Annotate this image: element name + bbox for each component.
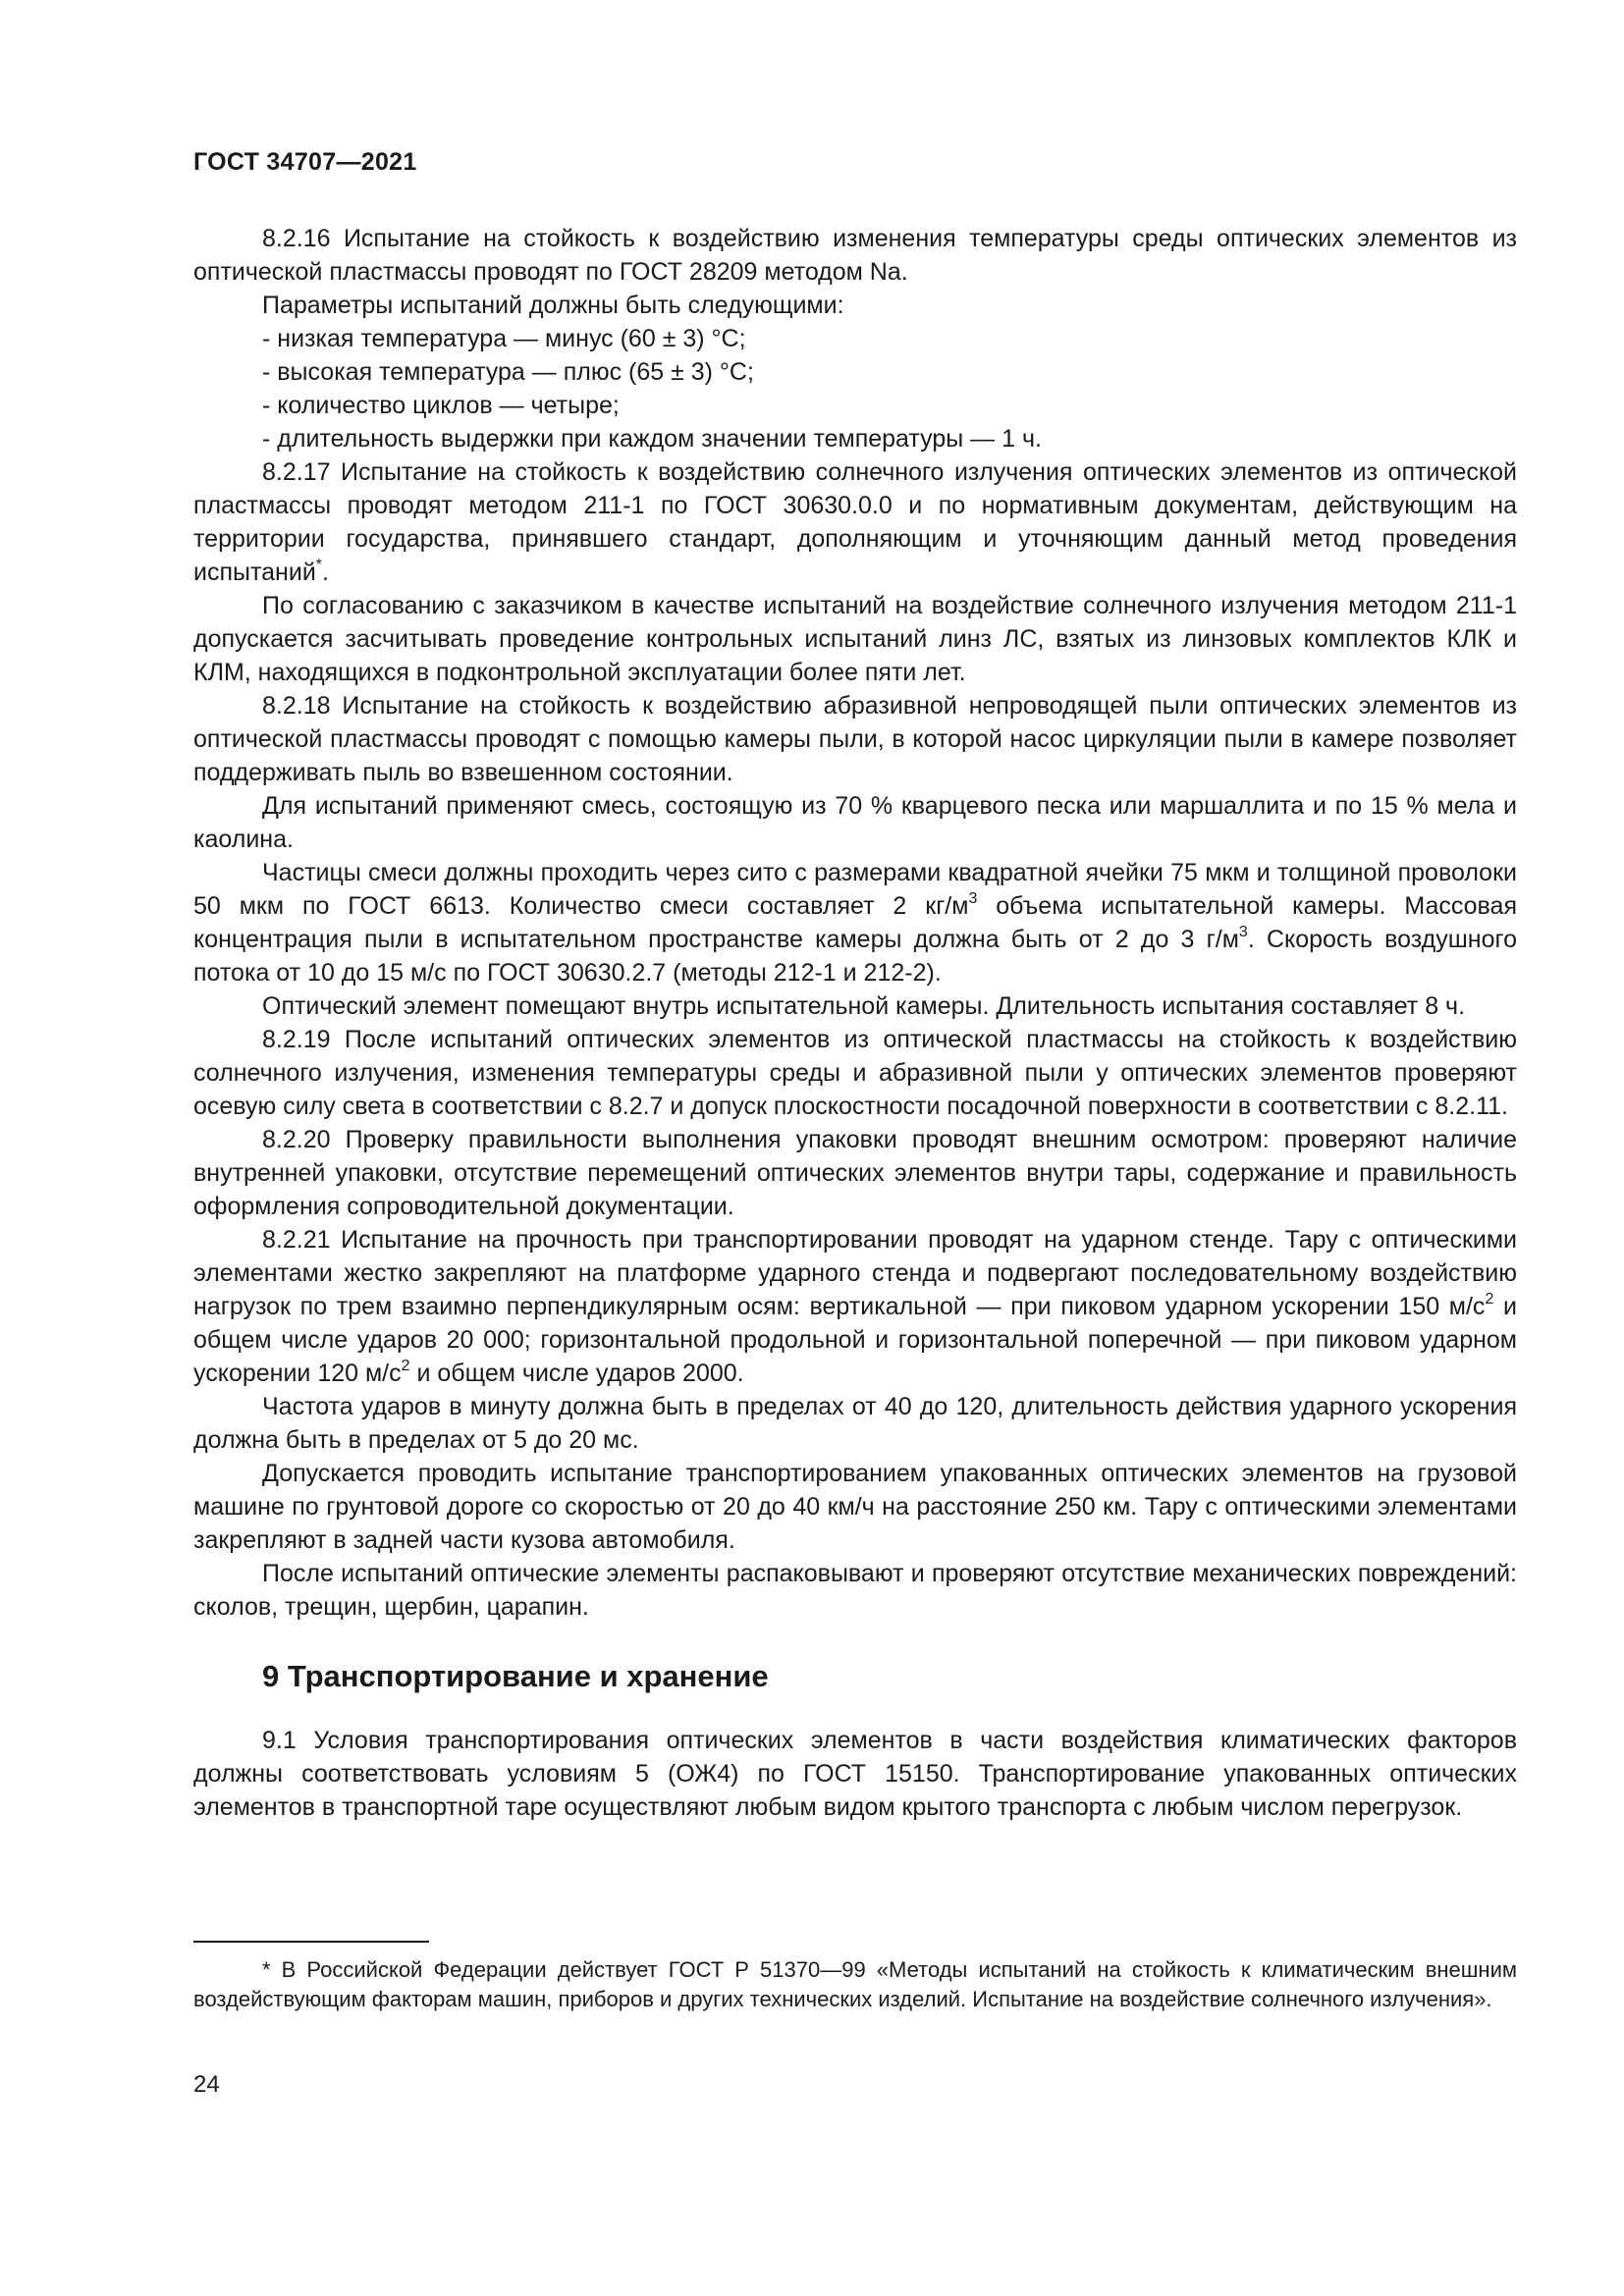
paragraph-chamber — [193, 989, 1517, 1023]
paragraph-text: 8.2.19 После испытаний оптических элементов из оптической пластмассы на стойкость к воздействию солнечного излучения, изменения температуры среды и абразивной пыли у оптических элементов проверяют осевую силу света в соответствии с 8.2.7 и допуск плоскостности посадочной поверхности в соответствии с 8.2.11. — [193, 1026, 1517, 1120]
page-number: 24 — [193, 2071, 220, 2098]
superscript: 3 — [1238, 923, 1248, 940]
superscript: 2 — [1485, 1290, 1494, 1308]
list-item-text: - низкая температура — минус (60 ± 3) °С; — [262, 325, 746, 352]
paragraph-agreement — [193, 589, 1517, 689]
paragraph-text: 8.2.20 Проверку правильности выполнения упаковки проводят внешним осмотром: проверяют наличие внутренней упаковки, отсутствие перемещений оптических элементов внутри тары, содержание и правильность оформления сопроводительной документации. — [193, 1126, 1517, 1220]
paragraph-8-2-20 — [193, 1123, 1517, 1223]
list-item-duration — [193, 422, 1517, 455]
paragraph-9-1 — [193, 1724, 1517, 1824]
list-item-low-temp — [193, 322, 1517, 355]
section-heading-9: 9 Транспортирование и хранение — [262, 1659, 769, 1693]
paragraph-frequency — [193, 1390, 1517, 1457]
paragraph-8-2-17 — [193, 455, 1517, 589]
paragraph-particles — [193, 856, 1517, 989]
paragraph-params-intro — [193, 289, 1517, 322]
list-item-text: - высокая температура — плюс (65 ± 3) °С; — [262, 358, 754, 386]
paragraph-mixture — [193, 789, 1517, 856]
document-body — [193, 222, 1517, 1824]
paragraph-8-2-18 — [193, 689, 1517, 789]
paragraph-text-tail: . — [322, 559, 329, 586]
paragraph-transport-test — [193, 1457, 1517, 1557]
footnote-divider — [193, 1941, 429, 1943]
paragraph-after-tests — [193, 1557, 1517, 1624]
paragraph-text: Частицы смеси должны проходить через сито с размерами квадратной ячейки 75 мкм и толщиной проволоки 50 мкм по ГОСТ 6613. Количество смеси составляет 2 кг/м — [193, 859, 1517, 920]
superscript: 3 — [968, 889, 978, 907]
footnote-marker: * — [315, 556, 323, 573]
paragraph-text: 8.2.17 Испытание на стойкость к воздействию солнечного излучения оптических элементов из оптической пластмассы проводят методом 211-1 по ГОСТ 30630.0.0 и по нормативным документам, действующим на территории государства, принявшего стандарт, дополняющим и уточняющим данный метод проведения испытаний — [193, 458, 1517, 586]
paragraph-text: Оптический элемент помещают внутрь испытательной камеры. Длительность испытания составляет 8 ч. — [262, 992, 1466, 1020]
list-item-text: - длительность выдержки при каждом значении температуры — 1 ч. — [262, 425, 1042, 453]
paragraph-text: По согласованию с заказчиком в качестве испытаний на воздействие солнечного излучения методом 211-1 допускается засчитывать проведение контрольных испытаний линз ЛС, взятых из линзовых комплектов КЛК и КЛМ, находящихся в подконтрольной эксплуатации более пяти лет. — [193, 592, 1517, 686]
paragraph-text: Частота ударов в минуту должна быть в пределах от 40 до 120, длительность действия ударного ускорения должна быть в пределах от 5 до 20 мс. — [193, 1393, 1517, 1454]
list-item-cycles — [193, 389, 1517, 422]
paragraph-text: После испытаний оптические элементы распаковывают и проверяют отсутствие механических повреждений: сколов, трещин, щербин, царапин. — [193, 1560, 1517, 1621]
paragraph-text-tail: . Скорость воздушного потока от 10 до 15 м/с по ГОСТ 30630.2.7 (методы 212-1 и 212-2). — [193, 926, 1517, 987]
list-item-high-temp — [193, 355, 1517, 389]
paragraph-text: Для испытаний применяют смесь, состоящую из 70 % кварцевого песка или маршаллита и по 15 % мела и каолина. — [193, 792, 1517, 853]
paragraph-text: 9.1 Условия транспортирования оптических элементов в части воздействия климатических факторов должны соответствовать условиям 5 (ОЖ4) по ГОСТ 15150. Транспортирование упакованных оптических элементов в транспортной таре осуществляют любым видом крытого транспорта с любым числом перегрузок. — [193, 1727, 1517, 1821]
paragraph-text-tail: и общем числе ударов 2000. — [409, 1360, 744, 1387]
paragraph-text: Параметры испытаний должны быть следующими: — [262, 292, 844, 319]
paragraph-8-2-19 — [193, 1023, 1517, 1123]
paragraph-text-2: и общем числе ударов 20 000; горизонтальной продольной и горизонтальной поперечной — при пиковом ударном ускорении 120 м/с — [193, 1293, 1517, 1387]
superscript: 2 — [401, 1357, 410, 1374]
paragraph-text: 8.2.18 Испытание на стойкость к воздействию абразивной непроводящей пыли оптических элементов из оптической пластмассы проводят с помощью камеры пыли, в которой насос циркуляции пыли в камере позволяет поддерживать пыль во взвешенном состоянии. — [193, 692, 1517, 786]
paragraph-text: 8.2.16 Испытание на стойкость к воздействию изменения температуры среды оптических элементов из оптической пластмассы проводят по ГОСТ 28209 методом Na. — [193, 225, 1517, 286]
paragraph-text: 8.2.21 Испытание на прочность при транспортировании проводят на ударном стенде. Тару с оптическими элементами жестко закрепляют на платформе ударного стенда и подвергают последовательному воздействию нагрузок по трем взаимно перпендикулярным осям: вертикальной — при пиковом ударном ускорении 150 м/с — [193, 1226, 1517, 1320]
paragraph-text-2: объема испытательной камеры. Массовая концентрация пыли в испытательном пространстве камеры должна быть от 2 до 3 г/м — [193, 892, 1517, 953]
footnote: * В Российской Федерации действует ГОСТ Р 51370—99 «Методы испытаний на стойкость к климатическим внешним воздействующим факторам машин, приборов и других технических изделий. Испытание на воздействие солнечного излучения». — [193, 1957, 1517, 2011]
paragraph-text: Допускается проводить испытание транспортированием упакованных оптических элементов на грузовой машине по грунтовой дороге со скоростью от 20 до 40 км/ч на расстояние 250 км. Тару с оптическими элементами закрепляют в задней части кузова автомобиля. — [193, 1460, 1517, 1554]
document-header: ГОСТ 34707—2021 — [193, 148, 417, 176]
paragraph-8-2-16 — [193, 222, 1517, 289]
list-item-text: - количество циклов — четыре; — [262, 392, 620, 419]
paragraph-8-2-21 — [193, 1223, 1517, 1390]
